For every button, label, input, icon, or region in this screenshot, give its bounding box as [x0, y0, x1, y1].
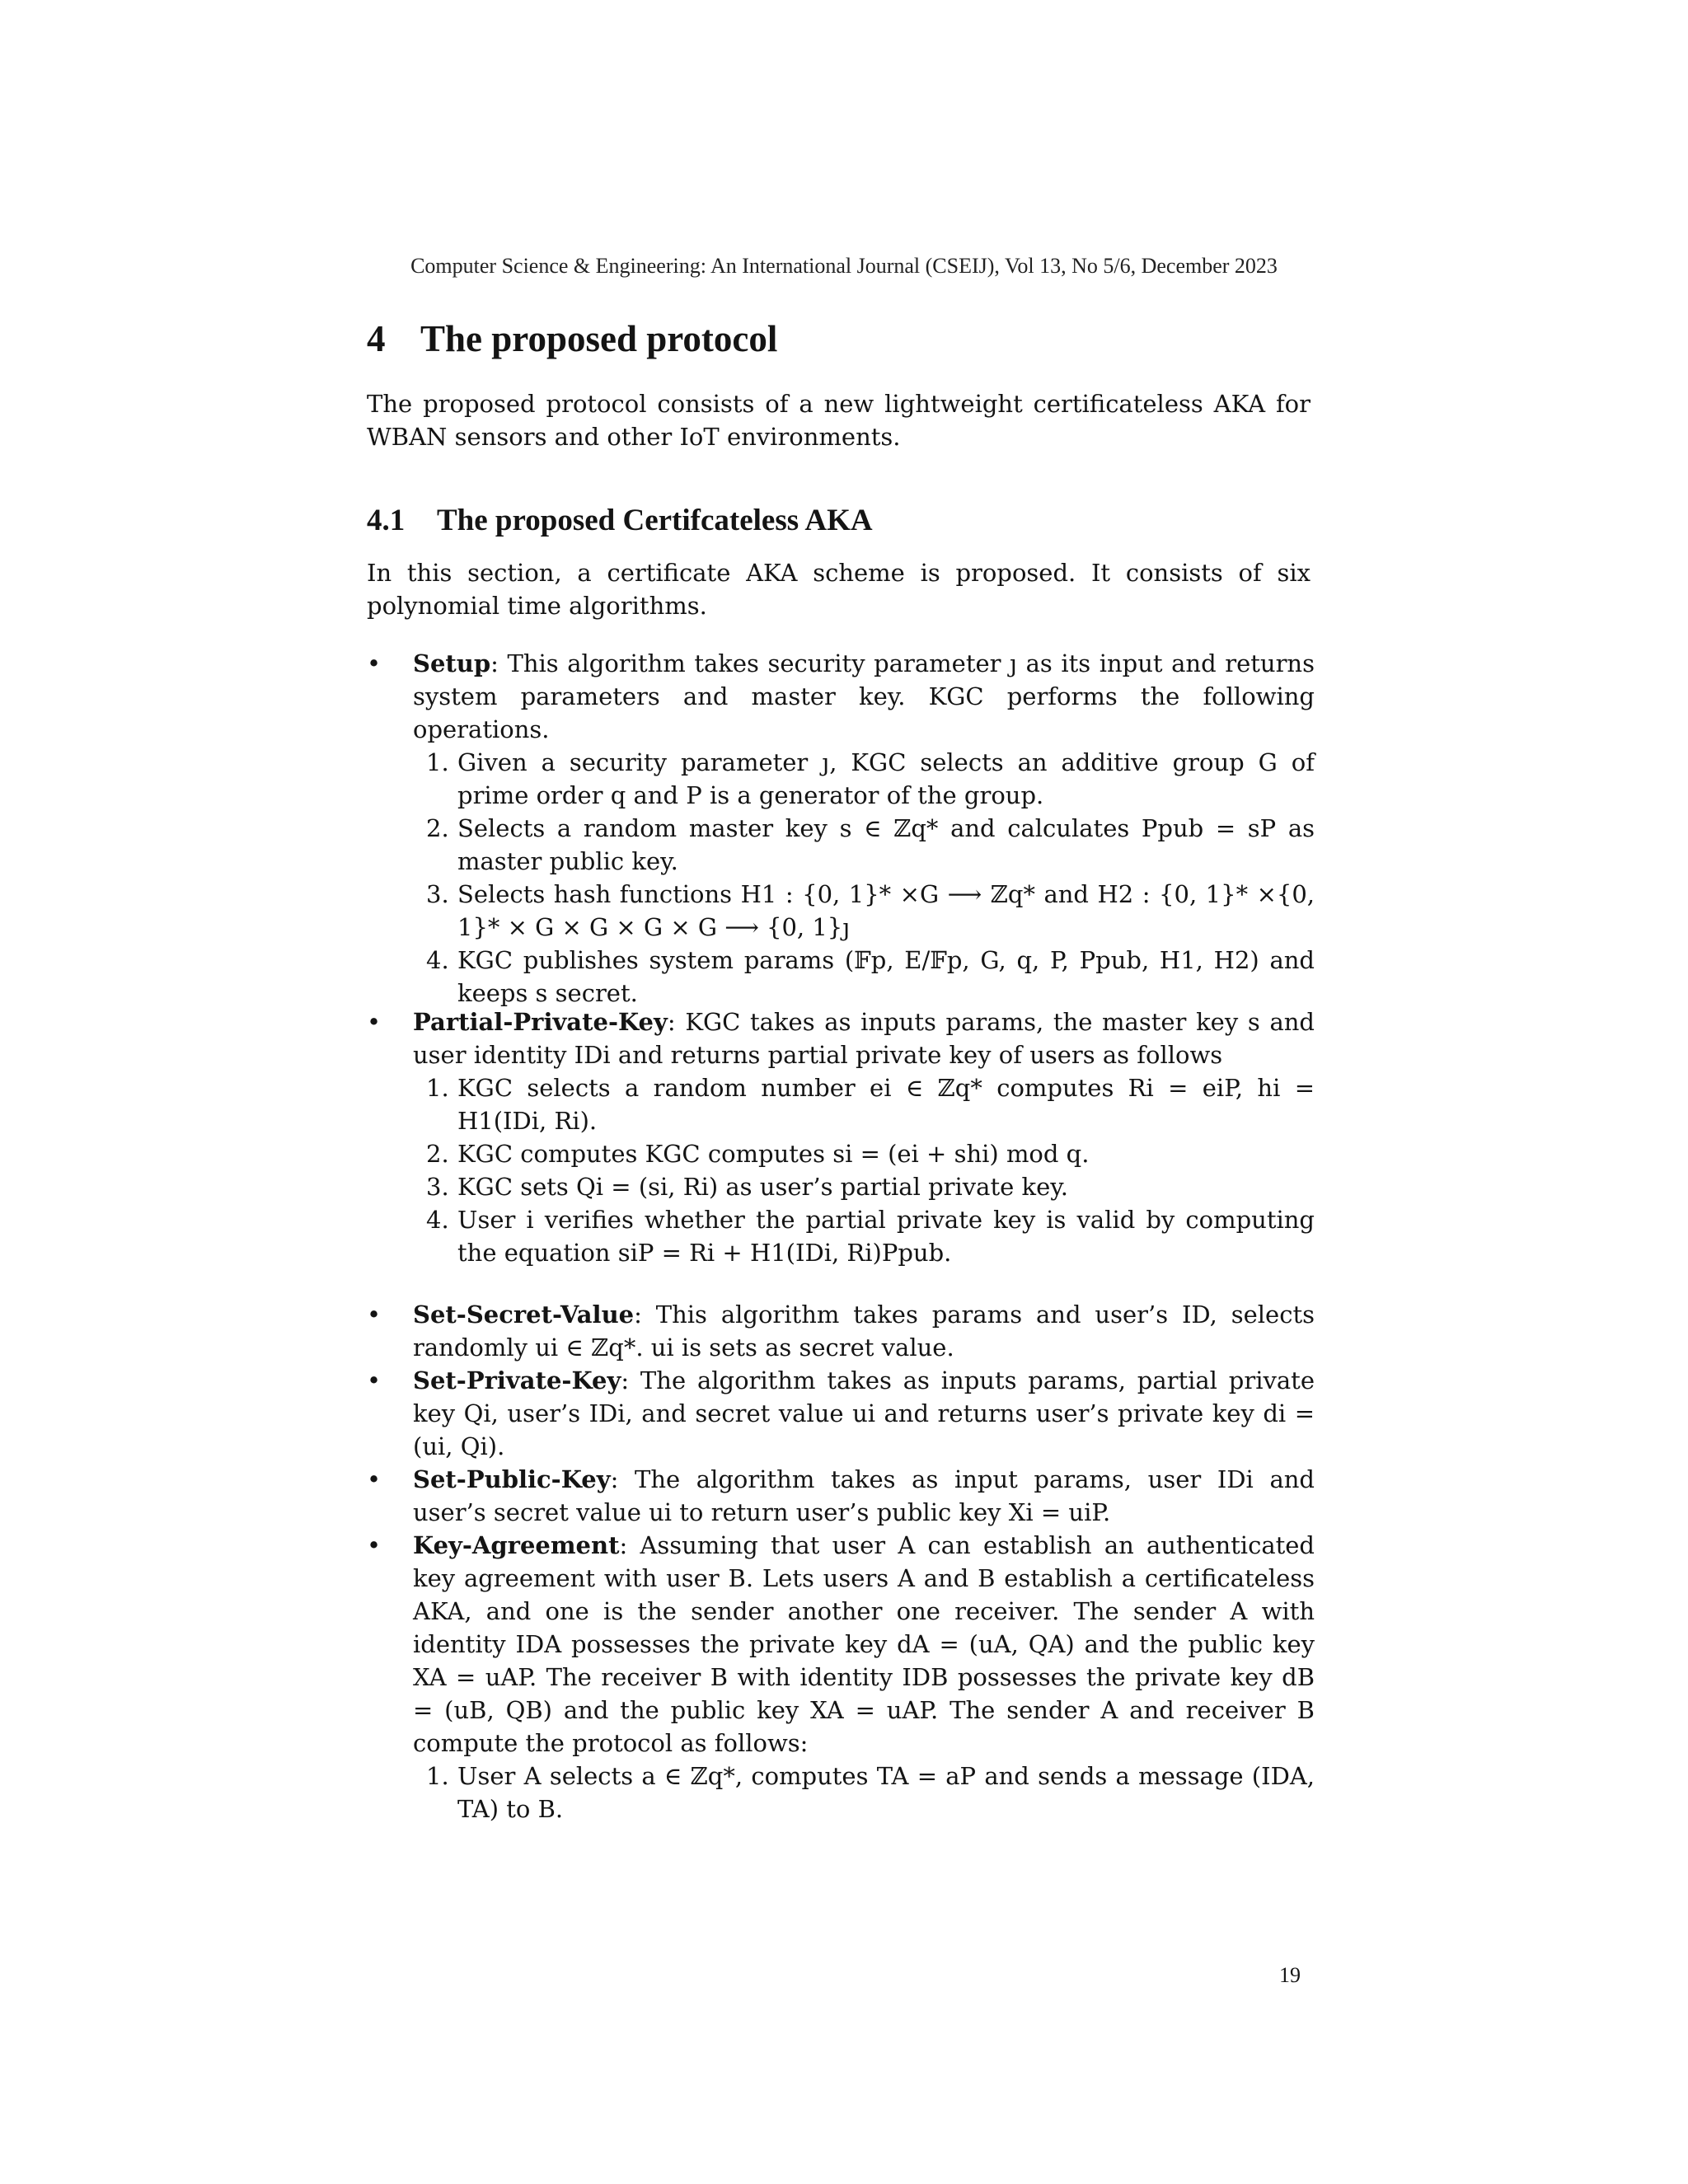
- section-title: The proposed protocol: [420, 318, 778, 359]
- remaining-algorithms: [367, 1298, 1315, 1825]
- algorithm-name: Key-Agreement: [413, 1531, 620, 1559]
- step-text: KGC computes KGC computes si = (ei + shi) mod q.: [457, 1140, 1090, 1168]
- setup-steps: [367, 746, 1315, 1010]
- algorithm-description: : KGC takes as inputs params, the master key s and user identity IDi and returns partial private key of users as follows: [413, 1008, 1315, 1069]
- subsection-number: 4.1: [367, 504, 406, 537]
- list-item: 3. KGC sets Qi = (si, Ri) as user’s partial private key.: [426, 1173, 1068, 1201]
- list-item: [367, 1529, 1315, 1760]
- algorithm-name: Set-Private-Key: [413, 1366, 621, 1394]
- step-text: Selects hash functions H1 : {0, 1}* ×G ⟶ ℤq* and H2 : {0, 1}* ×{0, 1}* × G × G × G × G ⟶ {0, 1}ȷ: [457, 880, 1315, 941]
- section-number: 4: [367, 318, 386, 359]
- step-text: KGC sets Qi = (si, Ri) as user’s partial private key.: [457, 1173, 1068, 1201]
- list-item: 2. Selects a random master key s ∈ ℤq* and calculates Ppub = sP as master public key.: [426, 814, 1315, 875]
- algorithm-description: : This algorithm takes params and user’s ID, selects randomly ui ∈ ℤq*. ui is sets as secret value.: [413, 1301, 1315, 1361]
- subsection-heading: [367, 503, 873, 538]
- step-text: KGC publishes system params (𝔽p, E/𝔽p, G, q, P, Ppub, H1, H2) and keeps s secret.: [457, 946, 1315, 1007]
- list-item: 2. KGC computes KGC computes si = (ei + shi) mod q.: [426, 1140, 1090, 1168]
- bullet-icon: •: [367, 649, 382, 677]
- partial-private-key-algorithm: [367, 1005, 1315, 1269]
- list-item: 1. KGC selects a random number ei ∈ ℤq* computes Ri = eiP, hi = H1(IDi, Ri).: [426, 1074, 1315, 1135]
- algorithm-description: : The algorithm takes as input params, user IDi and user’s secret value ui to return user’s public key Xi = uiP.: [413, 1465, 1315, 1526]
- page-number: 19: [1279, 1963, 1301, 1987]
- list-item: [367, 1463, 1315, 1529]
- algorithm-name: Setup: [413, 649, 491, 677]
- partial-private-key-steps: [367, 1071, 1315, 1269]
- subsection-intro: In this section, a certificate AKA scheme is proposed. It consists of six polynomial time algorithms.: [367, 559, 1311, 620]
- list-item: 4. KGC publishes system params (𝔽p, E/𝔽p, G, q, P, Ppub, H1, H2) and keeps s secret.: [426, 946, 1315, 1007]
- list-item: 3. Selects hash functions H1 : {0, 1}* ×G ⟶ ℤq* and H2 : {0, 1}* ×{0, 1}* × G × G × G × G ⟶ {0, 1}ȷ: [426, 880, 1315, 941]
- bullet-icon: •: [367, 1301, 382, 1329]
- bullet-icon: •: [367, 1531, 382, 1559]
- algorithm-name: Set-Public-Key: [413, 1465, 611, 1493]
- section-intro: The proposed protocol consists of a new lightweight certificateless AKA for WBAN sensors and other IoT environments.: [367, 390, 1311, 451]
- bullet-icon: •: [367, 1465, 382, 1493]
- list-item: 1. Given a security parameter ȷ, KGC selects an additive group G of prime order q and P is a generator of the group.: [426, 748, 1315, 809]
- step-text: User i verifies whether the partial private key is valid by computing the equation siP = Ri + H1(IDi, Ri)Ppub.: [457, 1206, 1315, 1267]
- bullet-icon: •: [367, 1008, 382, 1036]
- step-text: Given a security parameter ȷ, KGC selects an additive group G of prime order q and P is a generator of the group.: [457, 748, 1315, 809]
- list-item: [367, 1364, 1315, 1463]
- list-item: 1. User A selects a ∈ ℤq*, computes TA = aP and sends a message (IDA, TA) to B.: [426, 1762, 1315, 1823]
- step-text: User A selects a ∈ ℤq*, computes TA = aP and sends a message (IDA, TA) to B.: [457, 1762, 1315, 1823]
- subsection-title: The proposed Certifcateless AKA: [437, 504, 873, 537]
- bullet-icon: •: [367, 1366, 382, 1394]
- step-text: Selects a random master key s ∈ ℤq* and calculates Ppub = sP as master public key.: [457, 814, 1315, 875]
- list-item: [367, 1005, 1315, 1071]
- list-item: [367, 1298, 1315, 1364]
- algorithm-name: Set-Secret-Value: [413, 1301, 635, 1329]
- list-item: 4. User i verifies whether the partial private key is valid by computing the equation siP = Ri + H1(IDi, Ri)Ppub.: [426, 1206, 1315, 1267]
- key-agreement-steps: [367, 1760, 1315, 1825]
- setup-algorithm: [367, 647, 1315, 1010]
- section-heading: [367, 317, 777, 360]
- algorithm-description: : Assuming that user A can establish an authenticated key agreement with user B. Lets users A and B establish a certificateless AKA, and one is the sender another one receiver. The sender A with identity IDA possesses the private key dA = (uA, QA) and the public key XA = uAP. The receiver B with identity IDB possesses the private key dB = (uB, QB) and the public key XA = uAP. The sender A and receiver B compute the protocol as follows:: [413, 1531, 1315, 1757]
- list-item: [367, 647, 1315, 746]
- algorithm-name: Partial-Private-Key: [413, 1008, 668, 1036]
- step-text: KGC selects a random number ei ∈ ℤq* computes Ri = eiP, hi = H1(IDi, Ri).: [457, 1074, 1315, 1135]
- running-header: Computer Science & Engineering: An International Journal (CSEIJ), Vol 13, No 5/6, December 2023: [410, 254, 1278, 278]
- algorithm-description: : This algorithm takes security parameter ȷ as its input and returns system parameters and master key. KGC performs the following operations.: [413, 649, 1315, 743]
- algorithm-description: : The algorithm takes as inputs params, partial private key Qi, user’s IDi, and secret value ui and returns user’s private key di = (ui, Qi).: [413, 1366, 1315, 1460]
